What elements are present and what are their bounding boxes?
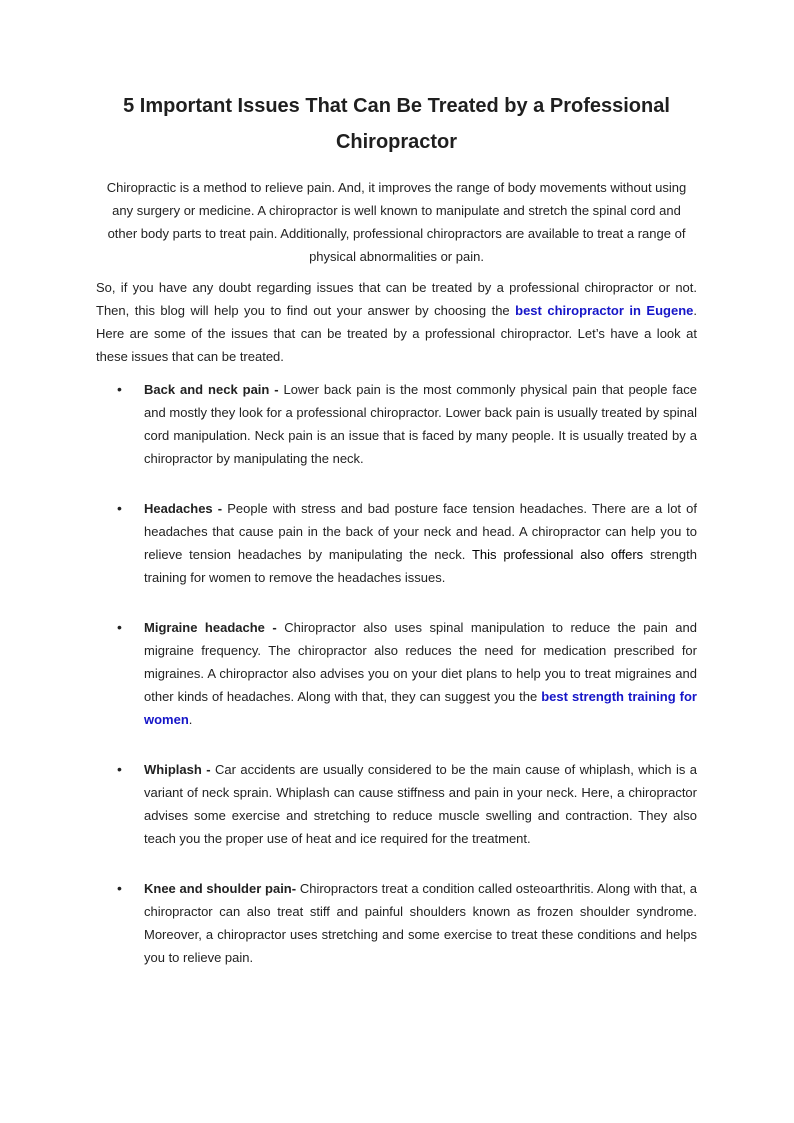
issue-term: Back and neck pain - (144, 382, 279, 397)
bullet-icon: • (117, 761, 122, 777)
title-line-1: 5 Important Issues That Can Be Treated by a Professional (123, 95, 670, 117)
issue-text: Car accidents are usually considered to be the main cause of whiplash, which is a variant of neck sprain. Whiplash can cause stiffness and pain in your neck. Here, a chiropractor advises some exercise and stretching to reduce muscle swelling and contraction. They also teach you the proper use of heat and ice required for the treatment. (144, 762, 697, 846)
chiropractor-eugene-link[interactable]: best chiropractor in Eugene (515, 303, 694, 318)
issues-list (96, 378, 697, 969)
issue-text: Chiropractors treat a condition called osteoarthritis. Along with that, a chiropractor can also treat stiff and painful shoulders known as frozen shoulder syndrome. Moreover, a chiropractor uses stretching and some exercise to treat these conditions and helps you to relieve pain. (144, 881, 697, 965)
intro-paragraph: Chiropractic is a method to relieve pain. And, it improves the range of body movements without using any surgery or medicine. A chiropractor is well known to manipulate and stretch the spinal cord and other body parts to treat pain. Additionally, professional chiropractors are available to treat a range of physical abnormalities or pain. (106, 180, 687, 264)
paragraph-text-before: So, if you have any doubt regarding issues that can be treated by a professional chiropractor or not. Then, this blog will help you to find out your answer by choosing the (96, 280, 697, 318)
title-line-2: Chiropractor (335, 131, 458, 153)
list-item-headaches (96, 497, 697, 589)
list-item-knee-shoulder-pain (96, 877, 697, 969)
strength-training-link[interactable]: best strength training for women (144, 689, 697, 727)
issue-text: People with stress and bad posture face tension headaches. There are a lot of headaches that cause pain in the back of your neck and head. A chiropractor can help you to relieve tension headaches by manipulating the neck. (144, 501, 698, 562)
list-item-back-neck-pain (96, 378, 697, 470)
bullet-icon: • (117, 880, 122, 896)
issue-term: Headaches - (144, 501, 223, 516)
issue-text: Lower back pain is the most commonly physical pain that people face and mostly they look for a professional chiropractor. Lower back pain is usually treated by spinal cord manipulation. Neck pain is an issue that is faced by many people. It is usually treated by a chiropractor by manipulating the neck. (144, 382, 697, 466)
issue-text-after: strength training for women to remove the headaches issues. (144, 547, 697, 585)
issue-text: Chiropractor also uses spinal manipulation to reduce the pain and migraine frequency. The chiropractor also reduces the need for medication prescribed for migraines. A chiropractor also advises you on your diet plans to help you to treat migraines and other kinds of headaches. Along with that, they can suggest you the (144, 620, 697, 704)
issue-text-after: . (188, 712, 193, 727)
issue-term: Migraine headache - (144, 620, 277, 635)
list-item-migraine-headache (96, 616, 697, 731)
body-paragraph (96, 276, 697, 368)
paragraph-text-after: . Here are some of the issues that can be treated by a professional chiropractor. Let’s have a look at these issues that can be treated. (96, 303, 697, 364)
document-page (96, 88, 697, 969)
issue-term: Whiplash - (144, 762, 211, 777)
bullet-icon: • (117, 500, 122, 516)
bullet-icon: • (117, 619, 122, 635)
list-item-whiplash (96, 758, 697, 850)
page-title (96, 88, 697, 160)
issue-text-highlight: This professional also offers (471, 547, 644, 562)
issue-term: Knee and shoulder pain- (144, 881, 297, 896)
bullet-icon: • (117, 381, 122, 397)
